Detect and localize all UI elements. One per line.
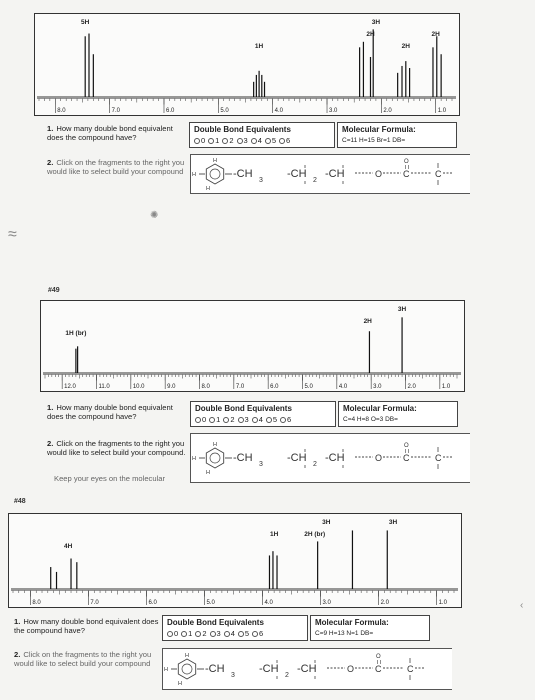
dbe-option-label: 2 (230, 415, 235, 424)
scan-smudge: ≈ (8, 226, 17, 243)
ring-hydrogen-label: H (185, 653, 189, 659)
ring-hydrogen-label: H (206, 470, 210, 476)
radio-button[interactable] (195, 417, 201, 423)
tick-label: 6.0 (270, 384, 279, 390)
question-text: Click on the fragments to the right you would like to select build your compound (47, 158, 185, 176)
ring-hydrogen-label: H (206, 186, 210, 192)
subscript-3: 3 (259, 177, 263, 184)
question-text: How many double bond equivalent does the compound have? (14, 617, 159, 635)
dbe-option-2[interactable] (223, 415, 234, 424)
dbe-option-label: 0 (202, 415, 207, 424)
radio-button[interactable] (194, 138, 200, 144)
dbe-selector (189, 122, 335, 148)
fragment-ether-oxygen[interactable]: O (375, 169, 383, 179)
fragment-palette (190, 433, 470, 483)
fragment-row (163, 649, 453, 691)
integration-label: 2H (366, 31, 375, 38)
fragment-row (191, 155, 471, 195)
integration-label: 2H (431, 31, 440, 38)
radio-button[interactable] (251, 138, 257, 144)
question-number: 2. (14, 650, 21, 659)
subscript-2: 2 (313, 177, 317, 184)
benzene-ring-icon (206, 164, 223, 184)
ring-hydrogen-label: H (213, 158, 217, 164)
question-number: 1. (47, 403, 54, 412)
tick-label: 1.0 (437, 108, 447, 114)
dbe-option-1[interactable] (208, 136, 219, 145)
question-fragments (14, 651, 162, 669)
benzene-ring-icon (206, 448, 223, 468)
subscript-2: 2 (285, 672, 289, 679)
radio-button[interactable] (266, 417, 272, 423)
aromatic-circle (182, 664, 192, 674)
question-text: Click on the fragments to the right you would like to select build your compound (14, 650, 152, 668)
dbe-options (194, 136, 330, 145)
nmr-spectrum (40, 300, 465, 392)
fragment-phenyl[interactable] (206, 164, 223, 184)
dbe-option-6[interactable] (280, 415, 291, 424)
dbe-title: Double Bond Equivalents (195, 404, 292, 413)
dbe-option-label: 2 (229, 136, 234, 145)
benzene-ring-icon (178, 659, 195, 679)
dbe-option-3[interactable] (210, 629, 221, 638)
fragment-ch[interactable]: -CH (325, 168, 345, 180)
dbe-option-label: 1 (216, 415, 221, 424)
molecular-formula-title: Molecular Formula: (315, 618, 389, 627)
dbe-option-label: 5 (271, 136, 277, 145)
fragment-row (191, 434, 471, 484)
ring-hydrogen-label: H (192, 172, 196, 178)
radio-button[interactable] (237, 138, 243, 144)
fragment-ch2[interactable]: -CH (287, 168, 307, 180)
fragment-ether-oxygen[interactable]: O (347, 664, 355, 674)
molecular-formula-box (338, 401, 458, 427)
fragment-palette (162, 648, 452, 690)
integration-label: 2H (br) (304, 531, 326, 538)
dbe-option-label: 1 (188, 629, 193, 638)
dbe-option-4[interactable] (224, 629, 235, 638)
problem-number: #49 (48, 287, 60, 294)
subscript-2: 2 (313, 461, 317, 468)
tick-label: 4.0 (264, 600, 273, 606)
tick-label: 1.0 (438, 600, 447, 606)
problem-number: #48 (14, 498, 26, 505)
cut-off-note (54, 475, 188, 484)
fragment-ch2[interactable]: -CH (259, 663, 279, 675)
nmr-spectrum (34, 13, 460, 116)
spectrum-plot (41, 301, 463, 390)
dbe-options (195, 415, 331, 424)
molecular-formula-title: Molecular Formula: (343, 404, 417, 413)
radio-button[interactable] (222, 138, 228, 144)
dbe-selector (190, 401, 336, 427)
tick-label: 5.0 (304, 384, 313, 390)
fragment-phenyl[interactable] (178, 659, 195, 679)
tick-label: 6.0 (148, 600, 157, 606)
dbe-option-0[interactable] (167, 629, 178, 638)
radio-button[interactable] (224, 631, 230, 637)
tick-label: 5.0 (220, 108, 229, 114)
fragment-palette (190, 154, 470, 194)
tick-label: 2.0 (383, 108, 392, 114)
carbonyl-oxygen-label: O (404, 443, 409, 449)
scan-smudge: ‹ (520, 600, 524, 611)
dbe-option-label: 4 (257, 136, 262, 145)
question-text: How many double bond equivalent does the compound have? (47, 403, 173, 421)
spectrum-plot (35, 14, 458, 114)
dbe-option-0[interactable] (195, 415, 206, 424)
question-text: How many double bond equivalent does the compound have? (47, 124, 173, 142)
subscript-3: 3 (231, 672, 235, 679)
dbe-option-label: 0 (201, 136, 206, 145)
dbe-option-0[interactable] (194, 136, 205, 145)
tick-label: 5.0 (206, 600, 215, 606)
tick-label: 3.0 (373, 384, 382, 390)
dbe-title: Double Bond Equivalents (167, 618, 264, 627)
dbe-option-label: 1 (215, 136, 220, 145)
question-fragments (47, 440, 187, 458)
radio-button[interactable] (280, 417, 286, 423)
tick-label: 10.0 (132, 384, 145, 390)
dbe-option-2[interactable] (195, 629, 206, 638)
dbe-options (167, 629, 303, 638)
dbe-option-5[interactable] (265, 136, 276, 145)
tick-label: 7.0 (90, 600, 99, 606)
molecular-formula-box (310, 615, 430, 641)
question-number: 2. (47, 158, 54, 167)
radio-button[interactable] (265, 138, 271, 144)
dbe-option-3[interactable] (237, 136, 248, 145)
tick-label: 4.0 (274, 108, 284, 114)
carbonyl-oxygen-label: O (404, 159, 409, 165)
dbe-option-4[interactable] (251, 136, 262, 145)
tick-label: 4.0 (338, 384, 348, 390)
fragment-carbon[interactable]: C (435, 453, 442, 463)
molecular-formula-box (337, 122, 457, 148)
dbe-option-5[interactable] (266, 415, 277, 424)
integration-label: 3H (371, 19, 381, 26)
dbe-option-label: 6 (286, 136, 291, 145)
tick-label: 11.0 (98, 384, 110, 390)
dbe-option-label: 5 (272, 415, 278, 424)
spectrum-plot (9, 514, 460, 606)
dbe-option-5[interactable] (238, 629, 249, 638)
fragment-phenyl[interactable] (206, 448, 223, 468)
integration-label: 3H (388, 519, 398, 526)
integration-label: 2H (401, 43, 410, 50)
aromatic-circle (210, 453, 220, 463)
fragment-ch[interactable]: -CH (297, 663, 317, 675)
fragment-carbonyl[interactable]: C (403, 169, 410, 179)
dbe-title: Double Bond Equivalents (194, 125, 291, 134)
fragment-ch[interactable]: -CH (325, 452, 345, 464)
question-number: 2. (47, 439, 54, 448)
integration-label: 3H (397, 306, 407, 313)
tick-label: 2.0 (380, 600, 389, 606)
dbe-option-1[interactable] (181, 629, 192, 638)
scan-smudge: ✺ (150, 210, 159, 221)
tick-label: 12.0 (64, 384, 76, 390)
tick-label: 8.0 (57, 108, 66, 114)
radio-button[interactable] (238, 417, 244, 423)
dbe-option-label: 3 (216, 629, 221, 638)
radio-button[interactable] (252, 631, 258, 637)
fragment-ch3[interactable]: -CH (233, 168, 253, 180)
question-dbe (47, 125, 187, 143)
dbe-option-label: 4 (258, 415, 263, 424)
radio-button[interactable] (208, 138, 214, 144)
radio-button[interactable] (238, 631, 244, 637)
dbe-option-6[interactable] (252, 629, 263, 638)
dbe-option-label: 3 (244, 415, 249, 424)
tick-label: 8.0 (201, 384, 210, 390)
dbe-option-label: 2 (202, 629, 207, 638)
radio-button[interactable] (181, 631, 187, 637)
dbe-option-label: 6 (259, 629, 264, 638)
ring-hydrogen-label: H (192, 456, 196, 462)
question-dbe (47, 404, 187, 422)
molecular-formula-value: C=4 H=8 O=3 DB= (343, 416, 398, 423)
molecular-formula-title: Molecular Formula: (342, 125, 416, 134)
integration-label: 1H (br) (65, 330, 87, 337)
fragment-carbon[interactable]: C (435, 169, 442, 179)
dbe-option-2[interactable] (222, 136, 233, 145)
tick-label: 2.0 (407, 384, 416, 390)
tick-label: 9.0 (167, 384, 176, 390)
tick-label: 8.0 (32, 600, 41, 606)
aromatic-circle (210, 169, 220, 179)
dbe-option-4[interactable] (252, 415, 263, 424)
radio-button[interactable] (252, 417, 258, 423)
problem-number (46, 0, 58, 1)
radio-button[interactable] (210, 631, 216, 637)
dbe-selector (162, 615, 308, 641)
question-text: Click on the fragments to the right you would like to select build your compound. (47, 439, 186, 457)
radio-button[interactable] (209, 417, 215, 423)
note-text: Keep your eyes on the molecular (54, 475, 166, 483)
dbe-option-label: 4 (230, 629, 235, 638)
question-number: 1. (47, 124, 54, 133)
fragment-ch2[interactable]: -CH (287, 452, 307, 464)
tick-label: 1.0 (441, 384, 451, 390)
carbonyl-oxygen-label: O (376, 654, 381, 660)
tick-label: 3.0 (329, 108, 338, 114)
integration-label: 2H (363, 318, 372, 325)
tick-label: 3.0 (322, 600, 331, 606)
integration-label: 4H (63, 543, 73, 550)
integration-label: 3H (322, 519, 331, 526)
dbe-option-label: 3 (243, 136, 248, 145)
fragment-carbonyl[interactable]: C (375, 664, 382, 674)
integration-label: 1H (269, 531, 279, 538)
dbe-option-6[interactable] (279, 136, 290, 145)
radio-button[interactable] (279, 138, 285, 144)
tick-label: 6.0 (165, 108, 175, 114)
question-number: 1. (14, 617, 21, 626)
nmr-spectrum (8, 513, 462, 608)
fragment-ch3[interactable]: -CH (233, 452, 253, 464)
ring-hydrogen-label: H (178, 681, 182, 687)
fragment-carbon[interactable]: C (407, 664, 414, 674)
ring-hydrogen-label: H (164, 667, 168, 673)
radio-button[interactable] (167, 631, 173, 637)
radio-button[interactable] (195, 631, 201, 637)
question-fragments (47, 159, 185, 177)
tick-label: 7.0 (111, 108, 120, 114)
tick-label: 7.0 (235, 384, 245, 390)
fragment-carbonyl[interactable]: C (403, 453, 410, 463)
dbe-option-3[interactable] (238, 415, 249, 424)
dbe-option-1[interactable] (209, 415, 220, 424)
molecular-formula-value: C=9 H=13 N=1 DB= (315, 630, 374, 637)
dbe-option-label: 5 (244, 629, 250, 638)
dbe-option-label: 6 (287, 415, 292, 424)
integration-label: 5H (81, 19, 90, 26)
fragment-ether-oxygen[interactable]: O (375, 453, 383, 463)
subscript-3: 3 (259, 461, 263, 468)
ring-hydrogen-label: H (213, 442, 217, 448)
integration-label: 1H (254, 43, 264, 50)
molecular-formula-value: C=11 H=15 Br=1 DB= (342, 137, 406, 144)
question-dbe (14, 618, 162, 636)
dbe-option-label: 0 (174, 629, 179, 638)
fragment-ch3[interactable]: -CH (205, 663, 225, 675)
radio-button[interactable] (223, 417, 229, 423)
